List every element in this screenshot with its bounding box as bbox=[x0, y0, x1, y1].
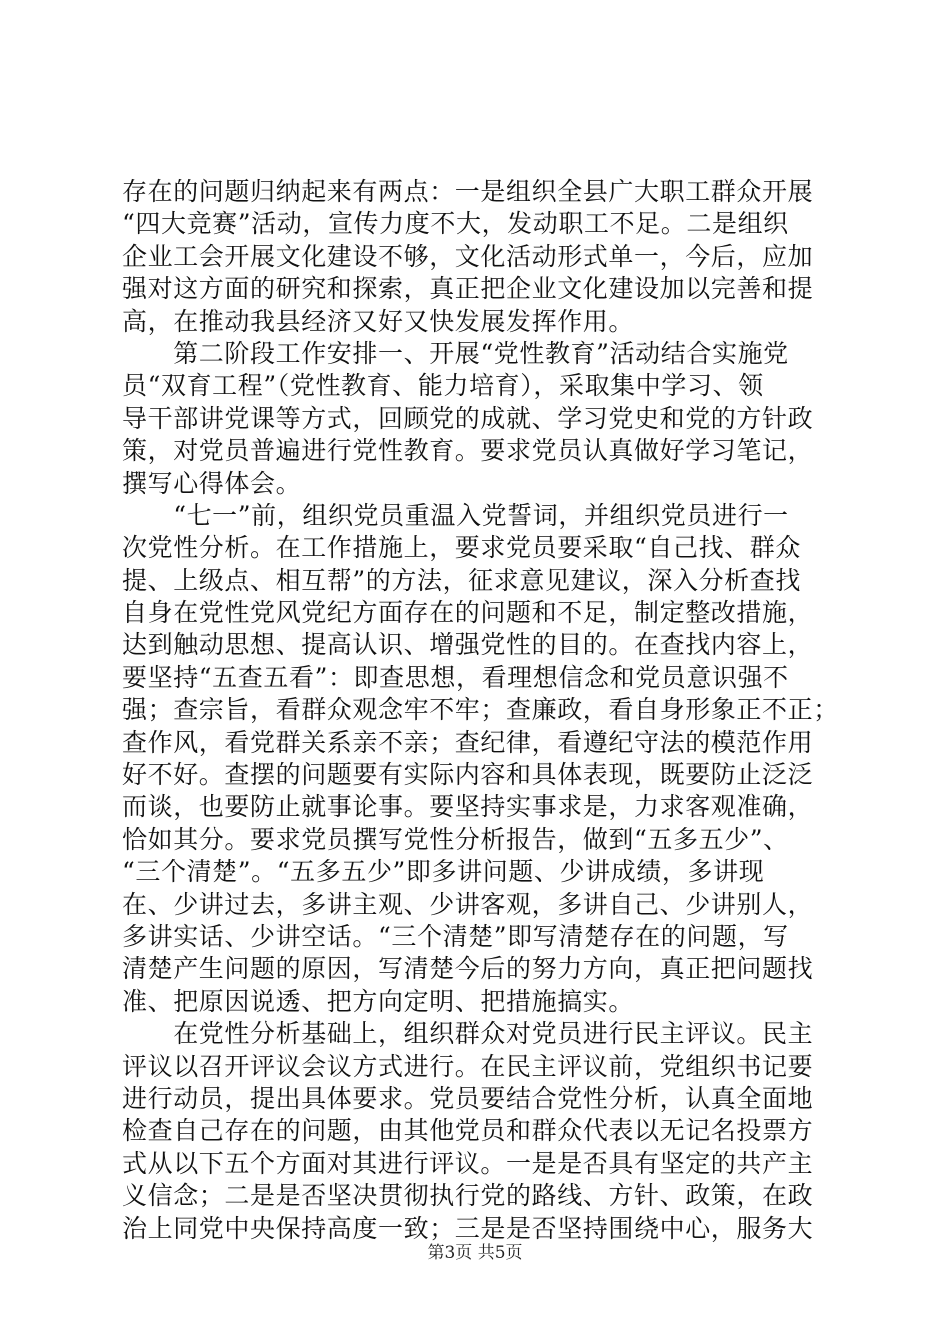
text-line: 义信念；二是是否坚决贯彻执行党的路线、方针、政策，在政 bbox=[122, 1181, 814, 1211]
text-line: 恰如其分。要求党员撰写党性分析报告，做到“五多五少”、 bbox=[122, 824, 789, 854]
text-line: 第二阶段工作安排一、开展“党性教育”活动结合实施党 bbox=[122, 338, 789, 368]
text-line: 要坚持“五查五看”：即查思想，看理想信念和党员意识强不 bbox=[122, 662, 789, 692]
text-line: “七一”前，组织党员重温入党誓词，并组织党员进行一 bbox=[122, 500, 789, 530]
text-line: 撰写心得体会。 bbox=[122, 468, 302, 498]
text-line: 式从以下五个方面对其进行评议。一是是否具有坚定的共产主 bbox=[122, 1148, 814, 1178]
page-number-footer: 第3页 共5页 bbox=[427, 1243, 523, 1263]
text-line: 准、把原因说透、把方向定明、把措施搞实。 bbox=[122, 986, 635, 1016]
text-line: 在、少讲过去，多讲主观、少讲客观，多讲自己、少讲别人， bbox=[122, 889, 814, 919]
text-line: 强；查宗旨，看群众观念牢不牢；查廉政，看自身形象正不正； bbox=[122, 695, 839, 725]
text-line: 进行动员，提出具体要求。党员要结合党性分析，认真全面地 bbox=[122, 1083, 814, 1113]
text-line: 策，对党员普遍进行党性教育。要求党员认真做好学习笔记， bbox=[122, 436, 814, 466]
text-line: 企业工会开展文化建设不够，文化活动形式单一，今后，应加 bbox=[122, 241, 814, 271]
text-line: 提、上级点、相互帮”的方法，征求意见建议，深入分析查找 bbox=[122, 565, 801, 595]
text-line: 高，在推动我县经济又好又快发展发挥作用。 bbox=[122, 306, 635, 336]
text-line: 清楚产生问题的原因，写清楚今后的努力方向，真正把问题找 bbox=[122, 954, 814, 984]
text-line: 而谈，也要防止就事论事。要坚持实事求是，力求客观准确， bbox=[122, 792, 814, 822]
text-line: 导干部讲党课等方式，回顾党的成就、学习党史和党的方针政 bbox=[122, 403, 814, 433]
text-line: 存在的问题归纳起来有两点：一是组织全县广大职工群众开展 bbox=[122, 177, 814, 206]
text-line: 在党性分析基础上，组织群众对党员进行民主评议。民主 bbox=[122, 1019, 814, 1049]
document-body bbox=[122, 176, 842, 1245]
text-line: “四大竞赛”活动，宣传力度不大，发动职工不足。二是组织 bbox=[122, 209, 789, 239]
text-line: 强对这方面的研究和探索，真正把企业文化建设加以完善和提 bbox=[122, 274, 814, 304]
text-line: 评议以召开评议会议方式进行。在民主评议前，党组织书记要 bbox=[122, 1051, 814, 1081]
text-line: 多讲实话、少讲空话。“三个清楚”即写清楚存在的问题，写 bbox=[122, 921, 789, 951]
text-line: 次党性分析。在工作措施上，要求党员要采取“自己找、群众 bbox=[122, 533, 801, 563]
text-line: 员“双育工程”（党性教育、能力培育），采取集中学习、领 bbox=[122, 371, 764, 401]
text-line: “三个清楚”。“五多五少”即多讲问题、少讲成绩，多讲现 bbox=[122, 857, 765, 887]
text-line: 好不好。查摆的问题要有实际内容和具体表现，既要防止泛泛 bbox=[122, 760, 814, 790]
text-line: 达到触动思想、提高认识、增强党性的目的。在查找内容上， bbox=[122, 630, 814, 660]
text-line: 检查自己存在的问题，由其他党员和群众代表以无记名投票方 bbox=[122, 1116, 814, 1146]
text-line: 自身在党性党风党纪方面存在的问题和不足，制定整改措施， bbox=[122, 598, 814, 628]
text-line: 查作风，看党群关系亲不亲；查纪律，看遵纪守法的模范作用 bbox=[122, 727, 814, 757]
text-line: 治上同党中央保持高度一致；三是是否坚持围绕中心，服务大 bbox=[122, 1213, 814, 1243]
